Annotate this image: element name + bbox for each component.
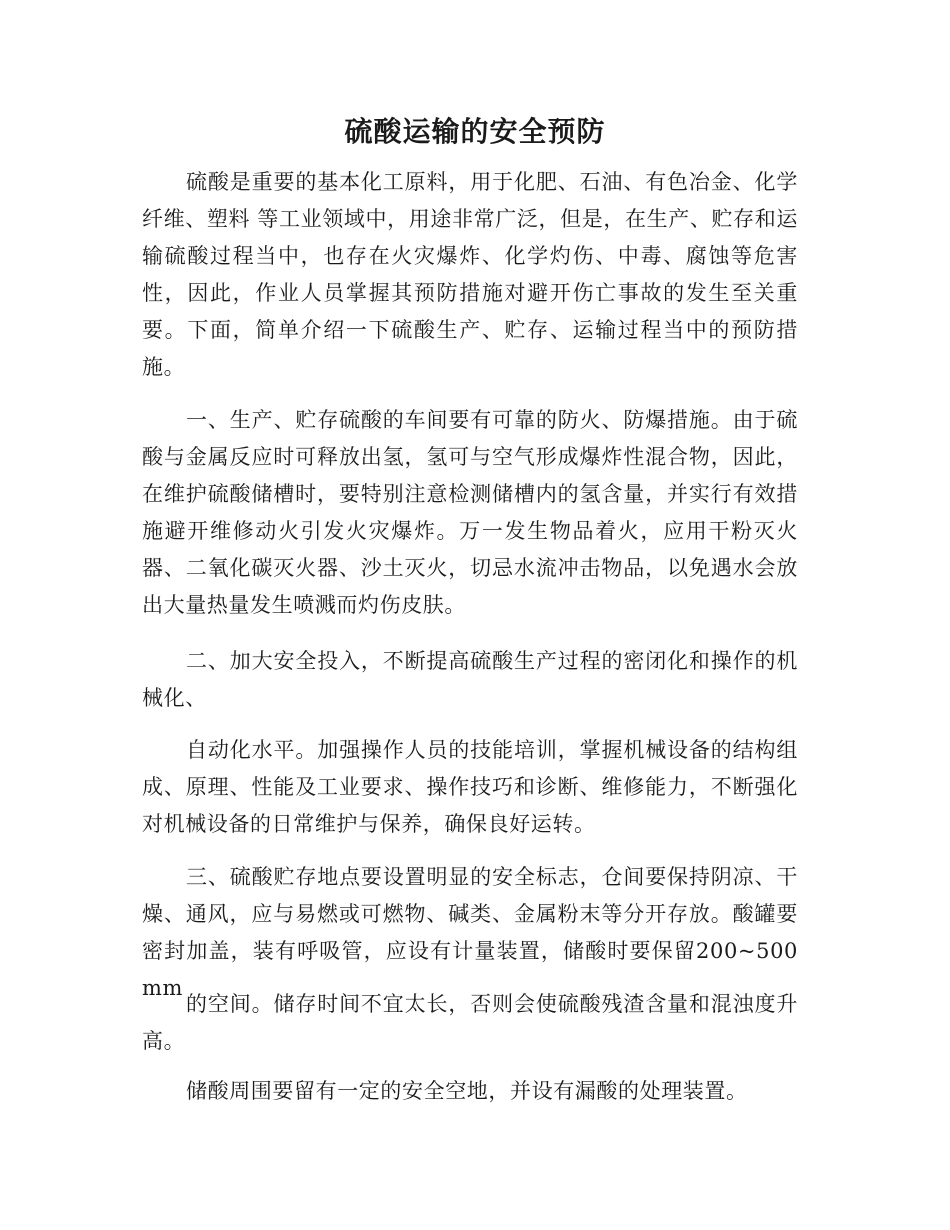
paragraph-safety-investment: 二、加大安全投入，不断提高硫酸生产过程的密闭化和操作的机械化、 bbox=[142, 649, 798, 710]
paragraph-automation: 自动化水平。加强操作人员的技能培训，掌握机械设备的结构组成、原理、性能及工业要求、操作技巧和诊断、维修能力，不断强化对机械设备的日常维护与保养，确保良好运转。 bbox=[142, 738, 798, 836]
document-title: 硫酸运输的安全预防 bbox=[344, 115, 606, 148]
paragraph-storage: 三、硫酸贮存地点要设置明显的安全标志，仓间要保持阴凉、干燥、通风，应与易燃或可燃物、碱类、金属粉末等分开存放。酸罐要密封加盖，装有呼吸管，应设有计量装置，储酸时要保留200~500mm bbox=[142, 865, 798, 1000]
paragraph-storage-space: 的空间。储存时间不宜太长，否则会使硫酸残渣含量和混浊度升高。 bbox=[142, 992, 798, 1053]
paragraph-fire-prevention: 一、生产、贮存硫酸的车间要有可靠的防火、防爆措施。由于硫酸与金属反应时可释放出氢，氢可与空气形成爆炸性混合物，因此，在维护硫酸储槽时，要特别注意检测储槽内的氢含量，并实行有效措施避开维修动火引发火灾爆炸。万一发生物品着火，应用干粉灭火器、二氧化碳灭火器、沙土灭火，切忌水流冲击物品，以免遇水会放出大量热量发生喷溅而灼伤皮肤。 bbox=[142, 408, 798, 617]
paragraph-leak-handling: 储酸周围要留有一定的安全空地，并设有漏酸的处理装置。 bbox=[186, 1079, 748, 1103]
paragraph-intro: 硫酸是重要的基本化工原料，用于化肥、石油、有色冶金、化学纤维、塑料 等工业领域中，用途非常广泛，但是，在生产、贮存和运输硫酸过程当中，也存在火灾爆炸、化学灼伤、中毒、腐蚀等危害性，因此，作业人员掌握其预防措施对避开伤亡事故的发生至关重要。下面，简单介绍一下硫酸生产、贮存、运输过程当中的预防措施。 bbox=[142, 170, 798, 379]
